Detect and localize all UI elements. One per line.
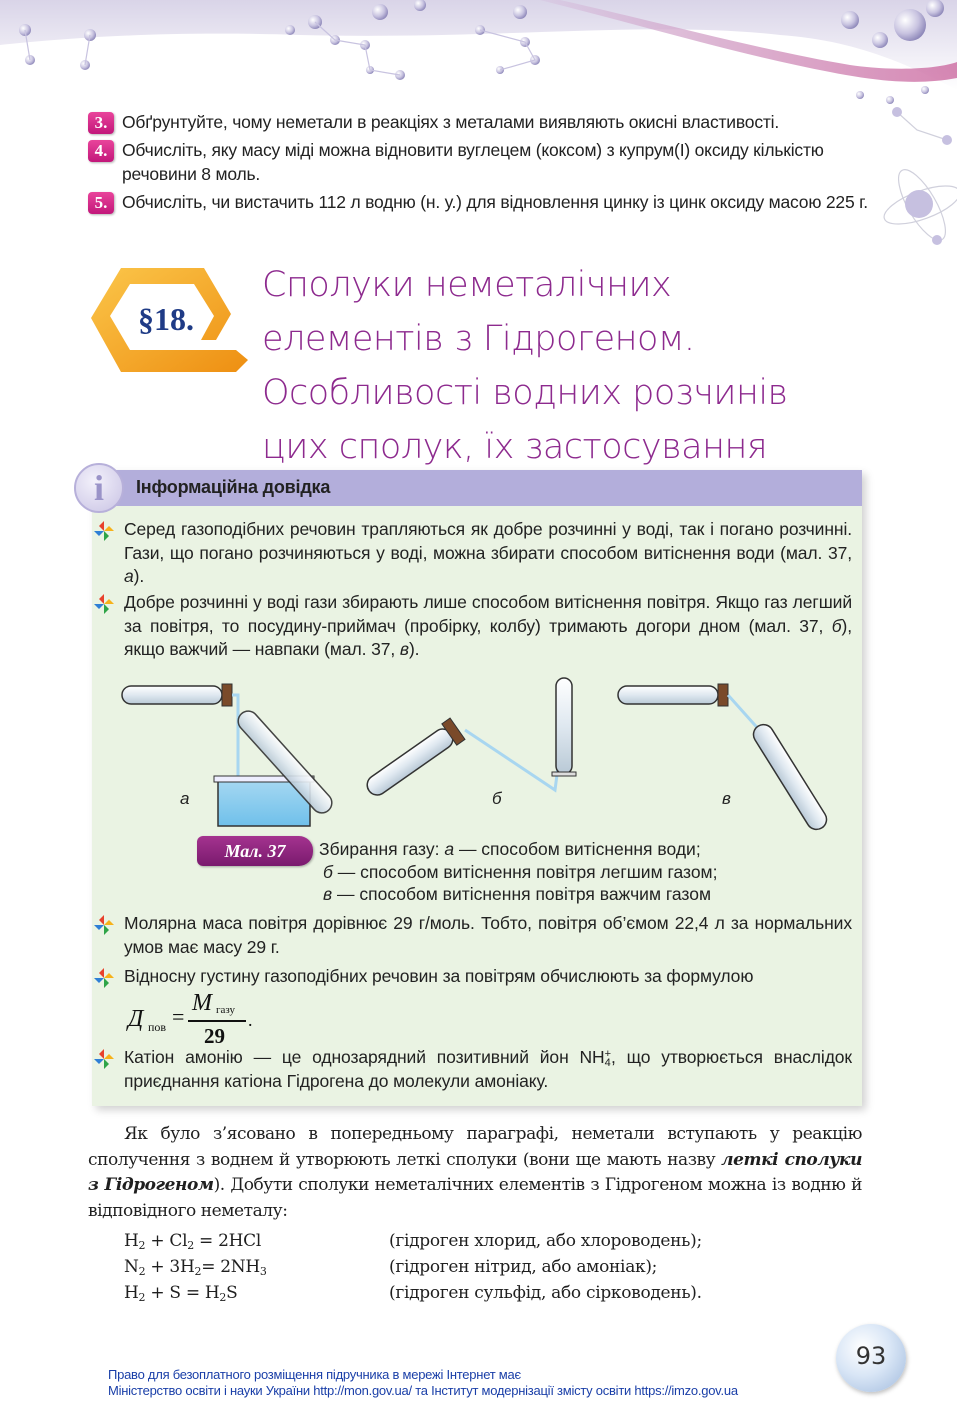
exercise-list bbox=[88, 110, 868, 218]
exercise-text: Обчисліть, яку масу міді можна відновити вуглецем (коксом) з купрум(I) оксиду кількістю речовини 8 моль. bbox=[122, 140, 824, 184]
exercise-item bbox=[88, 138, 868, 186]
footer-license bbox=[108, 1367, 868, 1399]
exercise-item bbox=[88, 190, 868, 214]
info-bullet: Серед газоподібних речовин трапляються як добре розчинні у воді, так і погано розчинні. Гази, що погано розчиняються у воді, можна збирати способом витіснення води (мал. 37, а). bbox=[92, 518, 862, 589]
equation-note: (гідроген сульфід, або сірководень). bbox=[389, 1283, 702, 1303]
svg-text:а: а bbox=[180, 789, 190, 808]
paragraph-badge bbox=[86, 262, 256, 380]
body-paragraph: Як було з’ясовано в попередньому параграфі, неметали вступають у реакцію сполучення з воднем й утворюють леткі сполуки (вони ще мають назву леткі сполуки з Гідрогеном). Добути сполуки неметалічних елементів з Гідрогеном можна із водню й відповідного неметалу: bbox=[88, 1124, 862, 1222]
info-box-header bbox=[92, 470, 862, 506]
title-line: елементів з Гідрогеном. bbox=[262, 319, 695, 359]
exercise-item bbox=[88, 110, 868, 134]
equation-row bbox=[124, 1280, 824, 1306]
exercise-number-badge: 5. bbox=[88, 192, 114, 214]
equation-list bbox=[124, 1228, 824, 1306]
pinwheel-icon bbox=[92, 592, 116, 616]
equation-note: (гідроген хлорид, або хлороводень); bbox=[389, 1231, 702, 1251]
svg-text:б: б bbox=[492, 789, 502, 808]
svg-text:в: в bbox=[722, 789, 731, 808]
exercise-number-badge: 3. bbox=[88, 112, 114, 134]
title-line: Особливості водних розчинів bbox=[262, 373, 788, 413]
hexagon-arrow-icon bbox=[86, 262, 256, 380]
info-bullet: Молярна маса повітря дорівнює 29 г/моль. Тобто, повітря об’ємом 22,4 л за нормальних умов має масу 29 г. bbox=[92, 912, 862, 959]
title-line: Сполуки неметалічних bbox=[262, 265, 672, 305]
pinwheel-icon bbox=[92, 913, 116, 937]
caption-line: б — способом витіснення повітря легшим газом; bbox=[323, 861, 718, 882]
paragraph-title bbox=[262, 258, 862, 474]
exercise-text: Обчисліть, чи вистачить 112 л водню (н. у.) для відновлення цинку із цинк оксиду масою 225 г. bbox=[122, 192, 868, 212]
equation-note: (гідроген нітрид, або амоніак); bbox=[389, 1257, 658, 1277]
test-tube-illustration bbox=[110, 672, 850, 832]
footer-line: Міністерство освіти і науки України http://mon.gov.ua/ та Інститут модернізації змісту освіти https://imzo.gov.ua bbox=[108, 1383, 738, 1398]
info-bullet: Відносну густину газоподібних речовин за повітрям обчислюють за формулою bbox=[92, 965, 862, 990]
svg-text:§18.: §18. bbox=[138, 301, 194, 337]
info-bullet: Добре розчинні у воді гази збирають лише способом витіснення повітря. Якщо газ легший за повітря, то посудину-приймач (пробірку, колбу) тримають догори дном (мал. 37, б), якщо важчий — навпаки (мал. 37, в). bbox=[92, 591, 862, 662]
exercise-number-badge: 4. bbox=[88, 140, 114, 162]
equation-formula: $N_2 + 3H_2= 2NH_3$ bbox=[124, 1257, 267, 1278]
pinwheel-icon bbox=[92, 966, 116, 990]
figure-gas-collection bbox=[110, 672, 850, 832]
pinwheel-icon bbox=[92, 519, 116, 543]
info-icon: i bbox=[74, 463, 124, 513]
exercise-text: Обґрунтуйте, чому неметали в реакціях з металами виявляють окисні властивості. bbox=[122, 112, 780, 132]
pinwheel-icon bbox=[92, 1047, 116, 1071]
equation-row bbox=[124, 1228, 824, 1254]
footer-line: Право для безоплатного розміщення підручника в мережі Інтернет має bbox=[108, 1367, 521, 1382]
emphasis-term: леткі сполуки з Гідрогеном bbox=[88, 1149, 862, 1196]
header-decoration bbox=[0, 0, 957, 110]
equation-row bbox=[124, 1254, 824, 1280]
title-line: цих сполук, їх застосування bbox=[262, 427, 768, 467]
caption-line: Збирання газу: а — способом витіснення води; bbox=[319, 839, 701, 859]
figure-number-badge: Мал. 37 bbox=[197, 836, 313, 866]
equation-formula: $H_2 + Cl_2 = 2HCl$ bbox=[124, 1231, 261, 1252]
info-bullet: Катіон амонію — це однозарядний позитивний йон $NH_4^+$, що утворюється внаслідок приєднання катіона Гідрогена до молекули амоніаку. bbox=[92, 1046, 862, 1093]
info-box-title: Інформаційна довідка bbox=[136, 477, 331, 497]
relative-density-formula: Д пов = M газу 29 . bbox=[128, 990, 253, 1048]
page-number-bubble: 93 bbox=[836, 1324, 906, 1392]
atom-decoration bbox=[877, 100, 957, 270]
caption-line: в — способом витіснення повітря важчим газом bbox=[323, 884, 711, 904]
equation-formula: $H_2 + S = H_2S$ bbox=[124, 1283, 238, 1304]
